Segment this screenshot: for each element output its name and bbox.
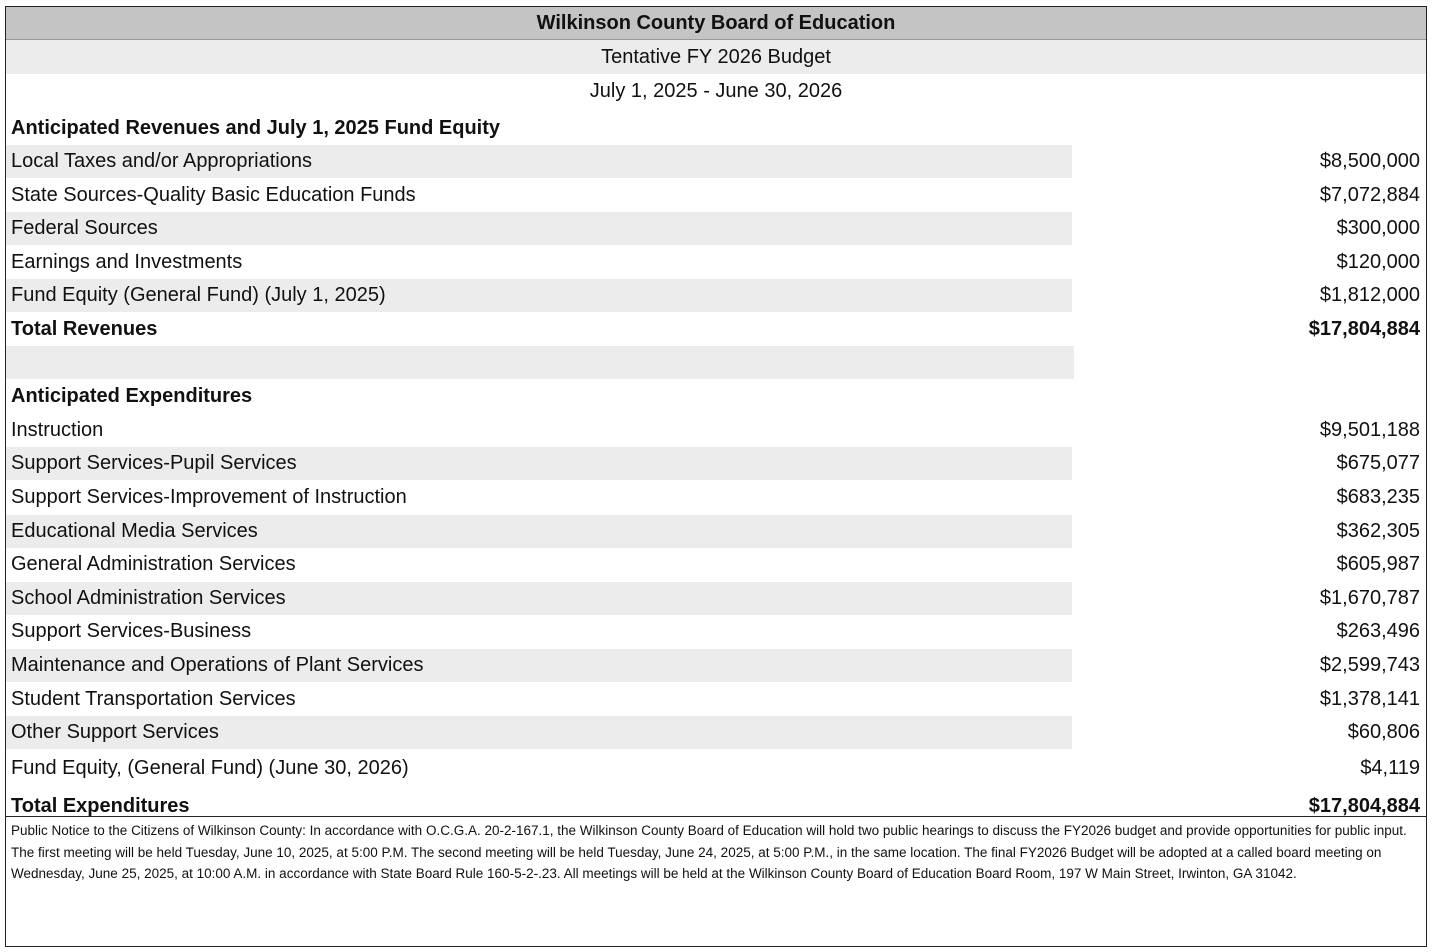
- total-expenditures-label: Total Expenditures: [11, 795, 190, 817]
- line-item-label: Local Taxes and/or Appropriations: [11, 150, 312, 172]
- line-item-amount: $1,670,787: [1319, 587, 1420, 609]
- table-row: [6, 447, 1426, 480]
- line-item-amount: $263,496: [1336, 620, 1420, 642]
- table-row: [6, 683, 1426, 716]
- total-expenditures-amount: $17,804,884: [1308, 795, 1420, 817]
- line-item-amount: $362,305: [1336, 520, 1420, 542]
- line-item-label: State Sources-Quality Basic Education Funds: [11, 184, 416, 206]
- line-item-label: Fund Equity, (General Fund) (June 30, 2026): [11, 757, 409, 779]
- line-item-label: Instruction: [11, 419, 104, 441]
- expenditures-heading: Anticipated Expenditures: [11, 385, 253, 407]
- line-item-amount: $675,077: [1336, 452, 1420, 474]
- table-row: [6, 649, 1426, 682]
- line-item-amount: $605,987: [1336, 553, 1420, 575]
- table-row: [6, 414, 1426, 447]
- line-item-label: Student Transportation Services: [11, 688, 296, 710]
- line-item-label: General Administration Services: [11, 553, 296, 575]
- line-item-amount: $1,378,141: [1319, 688, 1420, 710]
- line-item-amount: $7,072,884: [1319, 184, 1420, 206]
- table-row: [6, 716, 1426, 749]
- table-row: [6, 179, 1426, 212]
- line-item-label: Other Support Services: [11, 721, 219, 743]
- table-row: [6, 548, 1426, 581]
- total-expenditures-row: [6, 789, 1426, 817]
- budget-sheet: [5, 6, 1427, 947]
- line-item-amount: $683,235: [1336, 486, 1420, 508]
- table-row: [6, 246, 1426, 279]
- line-item-label: Earnings and Investments: [11, 251, 243, 273]
- total-revenues-row: [6, 313, 1426, 346]
- table-row: [6, 279, 1426, 312]
- table-row: [6, 145, 1426, 178]
- line-item-label: School Administration Services: [11, 587, 286, 609]
- line-item-amount: $4,119: [1360, 757, 1420, 779]
- line-item-amount: $60,806: [1347, 721, 1420, 743]
- table-row: [6, 615, 1426, 648]
- line-item-amount: $1,812,000: [1319, 284, 1420, 306]
- line-item-label: Fund Equity (General Fund) (July 1, 2025): [11, 284, 386, 306]
- line-item-label: Maintenance and Operations of Plant Services: [11, 654, 424, 676]
- table-row: [6, 582, 1426, 615]
- line-item-label: Federal Sources: [11, 217, 158, 239]
- revenues-heading: Anticipated Revenues and July 1, 2025 Fund Equity: [11, 117, 501, 139]
- public-notice: Public Notice to the Citizens of Wilkinson County: In accordance with O.C.G.A. 20-2-167.1, the Wilkinson County Board of Education will hold two public hearings to discuss the FY2026 budget and provide opportunities for public input. The first meeting will be held Tuesday, June 10, 2025, at 5:00 P.M. The second meeting will be held Tuesday, June 24, 2025, at 5:00 P.M., in the same location. The final FY2026 Budget will be adopted at a called board meeting on Wednesday, June 25, 2025, at 10:00 A.M. in accordance with State Board Rule 160-5-2-.23. All meetings will be held at the Wilkinson County Board of Education Board Room, 197 W Main Street, Irwinton, GA 31042.: [6, 816, 1426, 947]
- total-revenues-amount: $17,804,884: [1308, 318, 1420, 340]
- line-item-amount: $120,000: [1336, 251, 1420, 273]
- table-row: [6, 481, 1426, 514]
- table-row: [6, 752, 1426, 787]
- total-revenues-label: Total Revenues: [11, 318, 158, 340]
- line-item-amount: $9,501,188: [1319, 419, 1420, 441]
- budget-period: July 1, 2025 - June 30, 2026: [589, 80, 843, 102]
- table-row: [6, 515, 1426, 548]
- line-item-label: Support Services-Business: [11, 620, 252, 642]
- revenues-heading-row: [6, 112, 1426, 145]
- table-row: [6, 212, 1426, 245]
- spacer-row: [6, 346, 1426, 379]
- line-item-amount: $300,000: [1336, 217, 1420, 239]
- line-item-amount: $2,599,743: [1319, 654, 1420, 676]
- document-subtitle: Tentative FY 2026 Budget: [6, 40, 1426, 74]
- line-item-label: Support Services-Improvement of Instruction: [11, 486, 407, 508]
- expenditures-heading-row: [6, 380, 1426, 413]
- line-item-label: Educational Media Services: [11, 520, 258, 542]
- line-item-amount: $8,500,000: [1319, 150, 1420, 172]
- line-item-label: Support Services-Pupil Services: [11, 452, 297, 474]
- document-title: Wilkinson County Board of Education: [6, 7, 1426, 40]
